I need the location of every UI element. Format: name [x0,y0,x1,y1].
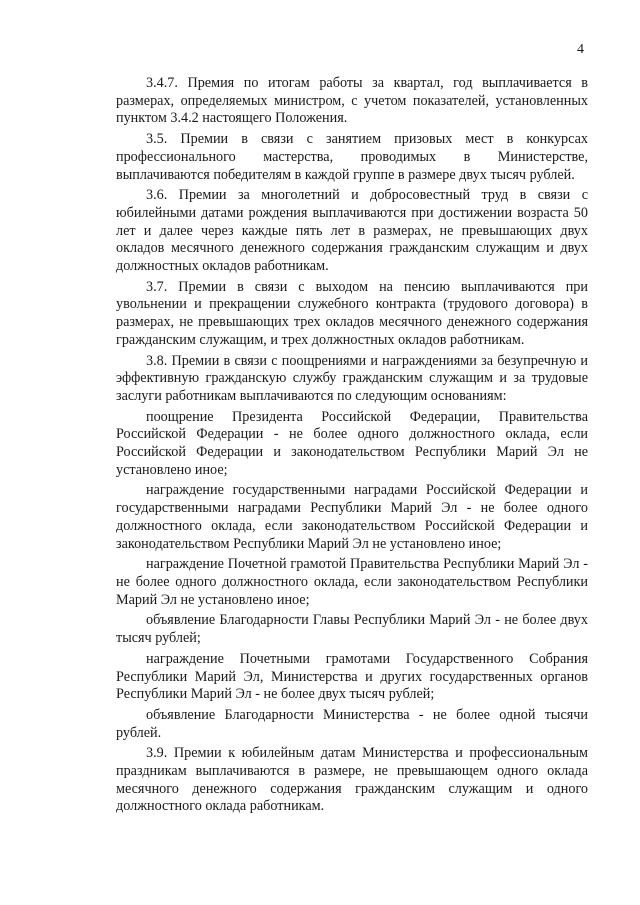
paragraph-3-4-7: 3.4.7. Премия по итогам работы за квартал, год выплачивается в размерах, определяемых министром, с учетом показателей, установленных пунктом 3.4.2 настоящего Положения. [116,75,588,127]
list-item-head-gratitude: объявление Благодарности Главы Республики Марий Эл - не более двух тысяч рублей; [116,612,588,647]
paragraph-3-7: 3.7. Премии в связи с выходом на пенсию выплачиваются при увольнении и прекращении служебного контракта (трудового договора) в размерах, не превышающих трех окладов месячного денежного содержания гражданским служащим, и трех должностных окладов работникам. [116,278,588,348]
list-item-president-award: поощрение Президента Российской Федерации, Правительства Российской Федерации - не более одного должностного оклада, если Российской Федерации и законодательством Республики Марий Эл не установлено иное; [116,408,588,478]
list-item-honorary-certificates: награждение Почетными грамотами Государственного Собрания Республики Марий Эл, Министерства и других государственных органов Республики Марий Эл - не более двух тысяч рублей; [116,650,588,703]
paragraph-3-6: 3.6. Премии за многолетний и добросовестный труд в связи с юбилейными датами рождения выплачиваются при достижении возраста 50 лет и далее через каждые пять лет в размерах, не превышающих двух окладов месячного денежного содержания гражданским служащим и двух должностных окладов работникам. [116,187,588,275]
list-item-ministry-gratitude: объявление Благодарности Министерства - не более одной тысячи рублей. [116,706,588,741]
paragraph-3-8: 3.8. Премии в связи с поощрениями и награждениями за безупречную и эффективную гражданскую службу гражданским служащим и за трудовые заслуги работникам выплачиваются по следующим основаниям: [116,352,588,404]
page-number: 4 [577,42,584,57]
paragraph-3-9: 3.9. Премии к юбилейным датам Министерства и профессиональным праздникам выплачиваются в размере, не превышающем одного оклада месячного денежного содержания гражданским служащим и одного должностного оклада работникам. [116,745,588,815]
document-body [116,75,588,816]
list-item-state-awards: награждение государственными наградами Российской Федерации и государственными наградами Республики Марий Эл - не более одного должностного оклада, если законодательством Российской Федерации и законодательством Республики Марий Эл не установлено иное; [116,482,588,552]
list-item-government-certificate: награждение Почетной грамотой Правительства Республики Марий Эл - не более одного должностного оклада, если законодательством Республики Марий Эл не установлено иное; [116,556,588,608]
paragraph-3-5: 3.5. Премии в связи с занятием призовых мест в конкурсах профессионального мастерства, проводимых в Министерстве, выплачиваются победителям в каждой группе в размере двух тысяч рублей. [116,131,588,183]
